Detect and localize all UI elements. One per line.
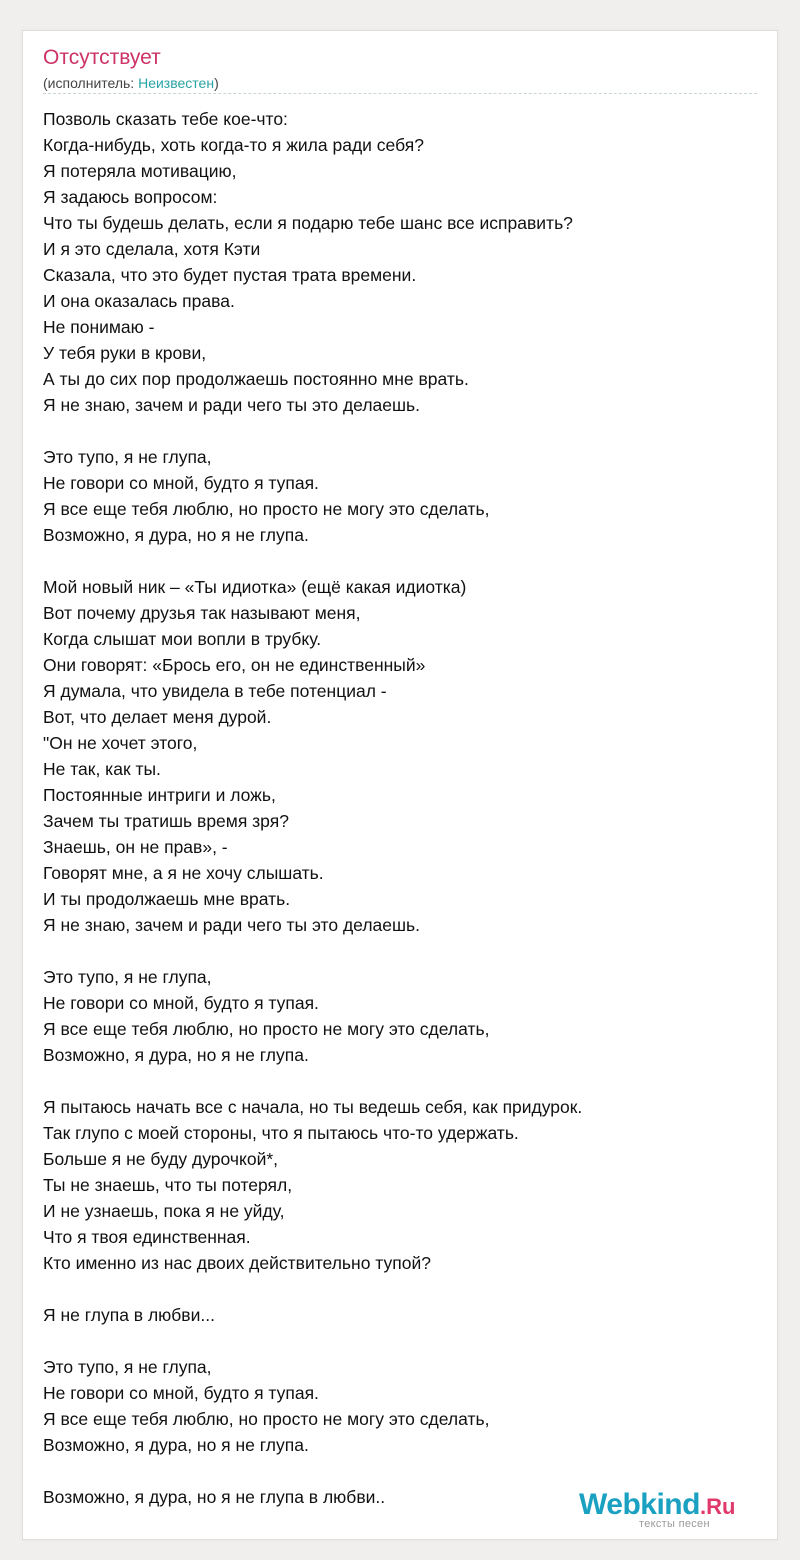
lyric-line: Возможно, я дура, но я не глупа.	[43, 1045, 309, 1065]
lyric-line: Когда слышат мои вопли в трубку.	[43, 629, 322, 649]
lyric-line: Я задаюсь вопросом:	[43, 187, 218, 207]
lyric-line: Постоянные интриги и ложь,	[43, 785, 276, 805]
lyric-line: Не понимаю -	[43, 317, 155, 337]
lyric-line: Я все еще тебя люблю, но просто не могу это сделать,	[43, 1409, 490, 1429]
lyric-line: Я пытаюсь начать все с начала, но ты ведешь себя, как придурок.	[43, 1097, 583, 1117]
lyric-line: Они говорят: «Брось его, он не единственный»	[43, 655, 426, 675]
performer-suffix: )	[214, 75, 219, 91]
watermark-brand: Webkind	[579, 1488, 700, 1521]
lyric-line: Я потеряла мотивацию,	[43, 161, 237, 181]
lyric-line: Я не знаю, зачем и ради чего ты это делаешь.	[43, 915, 421, 935]
lyrics-body	[43, 106, 763, 1536]
lyric-line: И ты продолжаешь мне врать.	[43, 889, 291, 909]
lyric-line: А ты до сих пор продолжаешь постоянно мне врать.	[43, 369, 469, 389]
lyric-line: Возможно, я дура, но я не глупа.	[43, 1435, 309, 1455]
lyric-line: Больше я не буду дурочкой*,	[43, 1149, 279, 1169]
lyric-line: Вот, что делает меня дурой.	[43, 707, 272, 727]
lyric-line: У тебя руки в крови,	[43, 343, 207, 363]
watermark-tld: .Ru	[699, 1494, 736, 1519]
webkind-watermark	[579, 1487, 769, 1531]
artist-link[interactable]: Неизвестен	[138, 75, 215, 91]
lyrics-stanza	[43, 106, 763, 418]
lyric-line: Ты не знаешь, что ты потерял,	[43, 1175, 293, 1195]
song-title: Отсутствует	[43, 46, 161, 69]
lyric-line: Знаешь, он не прав», -	[43, 837, 228, 857]
lyrics-stanza	[43, 444, 763, 548]
lyric-line: Это тупо, я не глупа,	[43, 1357, 212, 1377]
lyrics-stanza	[43, 1302, 763, 1328]
lyric-line: Сказала, что это будет пустая трата времени.	[43, 265, 417, 285]
watermark-tagline: тексты песен	[639, 1518, 710, 1530]
lyric-line: Когда-нибудь, хоть когда-то я жила ради себя?	[43, 135, 424, 155]
lyrics-stanza	[43, 1354, 763, 1458]
lyrics-card	[22, 30, 778, 1540]
lyric-line: Не говори со мной, будто я тупая.	[43, 993, 319, 1013]
lyric-line: Это тупо, я не глупа,	[43, 967, 212, 987]
lyric-line: Я думала, что увидела в тебе потенциал -	[43, 681, 387, 701]
lyric-line: Что ты будешь делать, если я подарю тебе шанс все исправить?	[43, 213, 573, 233]
lyric-line: Вот почему друзья так называют меня,	[43, 603, 361, 623]
lyric-line: Кто именно из нас двоих действительно тупой?	[43, 1253, 431, 1273]
lyric-line: Возможно, я дура, но я не глупа в любви..	[43, 1487, 386, 1507]
lyric-line: Мой новый ник – «Ты идиотка» (ещё какая идиотка)	[43, 577, 467, 597]
performer-prefix: (исполнитель:	[43, 75, 139, 91]
lyric-line: И я это сделала, хотя Кэти	[43, 239, 261, 259]
lyric-line: Я не глупа в любви...	[43, 1305, 215, 1325]
lyric-line: Не так, как ты.	[43, 759, 161, 779]
lyric-line: И она оказалась права.	[43, 291, 235, 311]
lyric-line: Не говори со мной, будто я тупая.	[43, 473, 319, 493]
title-divider	[43, 93, 757, 94]
lyric-line: Не говори со мной, будто я тупая.	[43, 1383, 319, 1403]
lyric-line: Так глупо с моей стороны, что я пытаюсь что-то удержать.	[43, 1123, 519, 1143]
lyric-line: Позволь сказать тебе кое-что:	[43, 109, 288, 129]
lyric-line: Это тупо, я не глупа,	[43, 447, 212, 467]
lyrics-stanza	[43, 574, 763, 938]
lyric-line: Я не знаю, зачем и ради чего ты это делаешь.	[43, 395, 421, 415]
lyric-line: Что я твоя единственная.	[43, 1227, 251, 1247]
lyric-line: Говорят мне, а я не хочу слышать.	[43, 863, 324, 883]
lyric-line: И не узнаешь, пока я не уйду,	[43, 1201, 285, 1221]
lyric-line: Зачем ты тратишь время зря?	[43, 811, 289, 831]
lyrics-stanza	[43, 1094, 763, 1276]
lyric-line: "Он не хочет этого,	[43, 733, 198, 753]
lyrics-stanza	[43, 964, 763, 1068]
lyric-line: Возможно, я дура, но я не глупа.	[43, 525, 309, 545]
lyric-line: Я все еще тебя люблю, но просто не могу это сделать,	[43, 1019, 490, 1039]
lyric-line: Я все еще тебя люблю, но просто не могу это сделать,	[43, 499, 490, 519]
performer-line	[43, 74, 219, 92]
